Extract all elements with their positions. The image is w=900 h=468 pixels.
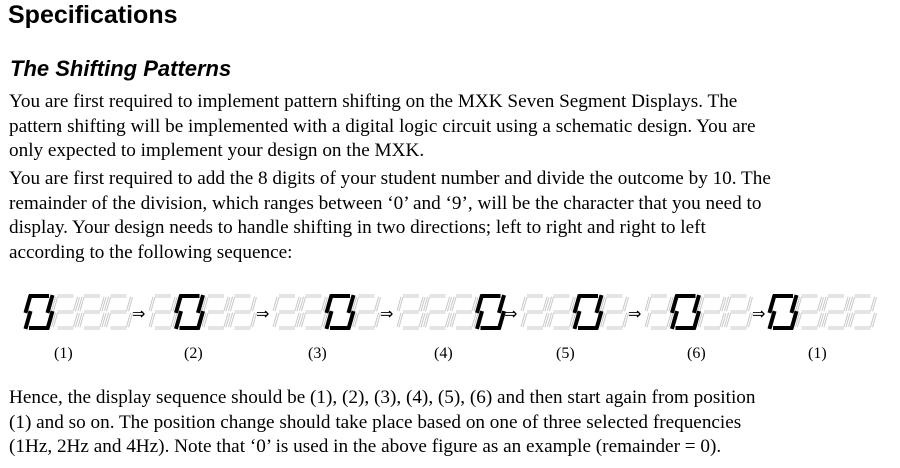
blank-digit (549, 296, 575, 328)
text-line: only expected to implement your design on the MXK. (9, 140, 425, 161)
active-digit (575, 296, 601, 328)
display-pattern-6 (646, 296, 752, 328)
pattern-label-1-repeat: (1) (808, 345, 827, 362)
active-digit (26, 296, 52, 328)
paragraph-summary (9, 386, 899, 460)
paragraph-instructions (9, 167, 899, 265)
text-line: You are first required to implement pattern shifting on the MXK Seven Segment Displays. The (9, 91, 738, 112)
text-line: remainder of the division, which ranges between ‘0’ and ‘9’, will be the character that you need to (9, 192, 762, 214)
text-line: (1) and so on. The position change should take place based on one of three selected frequencies (9, 411, 742, 433)
blank-digit (150, 296, 176, 328)
blank-digit (106, 296, 132, 328)
pattern-label-5: (5) (556, 345, 575, 362)
blank-digit (602, 296, 628, 328)
shift-arrow: ⇒ (256, 304, 270, 323)
blank-digit (646, 296, 672, 328)
blank-digit (53, 296, 79, 328)
active-digit (327, 296, 353, 328)
blank-digit (301, 296, 327, 328)
active-digit (770, 296, 796, 328)
display-pattern-7 (770, 296, 876, 328)
blank-digit (79, 296, 105, 328)
text-line: (1Hz, 2Hz and 4Hz). Note that ‘0’ is used in the above figure as an example (remainder = 0). (9, 436, 722, 457)
display-pattern-4 (398, 296, 504, 328)
subheading: The Shifting Patterns (10, 56, 232, 81)
active-digit (177, 296, 203, 328)
text-line: You are first required to add the 8 digits of your student number and divide the outcome by 10. The (9, 168, 771, 189)
display-pattern-3 (274, 296, 380, 328)
blank-digit (850, 296, 876, 328)
blank-digit (699, 296, 725, 328)
pattern-label-1: (1) (54, 345, 73, 362)
shift-arrow: ⇒ (380, 304, 394, 323)
display-pattern-5 (522, 296, 628, 328)
pattern-label-4: (4) (434, 345, 453, 362)
blank-digit (522, 296, 548, 328)
shift-arrow: ⇒ (752, 304, 766, 323)
blank-digit (203, 296, 229, 328)
blank-digit (274, 296, 300, 328)
pattern-label-2: (2) (184, 345, 203, 362)
shift-arrow: ⇒ (504, 304, 518, 323)
blank-digit (823, 296, 849, 328)
text-line: according to the following sequence: (9, 241, 293, 263)
blank-digit (398, 296, 424, 328)
text-line: display. Your design needs to handle shifting in two directions; left to right and right to left (9, 217, 706, 238)
text-line: Hence, the display sequence should be (1), (2), (3), (4), (5), (6) and then start again from position (9, 387, 756, 408)
blank-digit (726, 296, 752, 328)
pattern-label-3: (3) (308, 345, 327, 362)
paragraph-intro (9, 90, 899, 164)
active-digit (478, 296, 504, 328)
blank-digit (230, 296, 256, 328)
shift-arrow: ⇒ (628, 304, 642, 323)
display-pattern-2 (150, 296, 256, 328)
blank-digit (797, 296, 823, 328)
blank-digit (354, 296, 380, 328)
pattern-label-6: (6) (687, 345, 706, 362)
shift-arrow: ⇒ (132, 304, 146, 323)
active-digit (673, 296, 699, 328)
display-pattern-1 (26, 296, 132, 328)
text-line: pattern shifting will be implemented with a digital logic circuit using a schematic design. You are (9, 115, 756, 137)
heading: Specifications (8, 1, 178, 29)
blank-digit (425, 296, 451, 328)
blank-digit (451, 296, 477, 328)
